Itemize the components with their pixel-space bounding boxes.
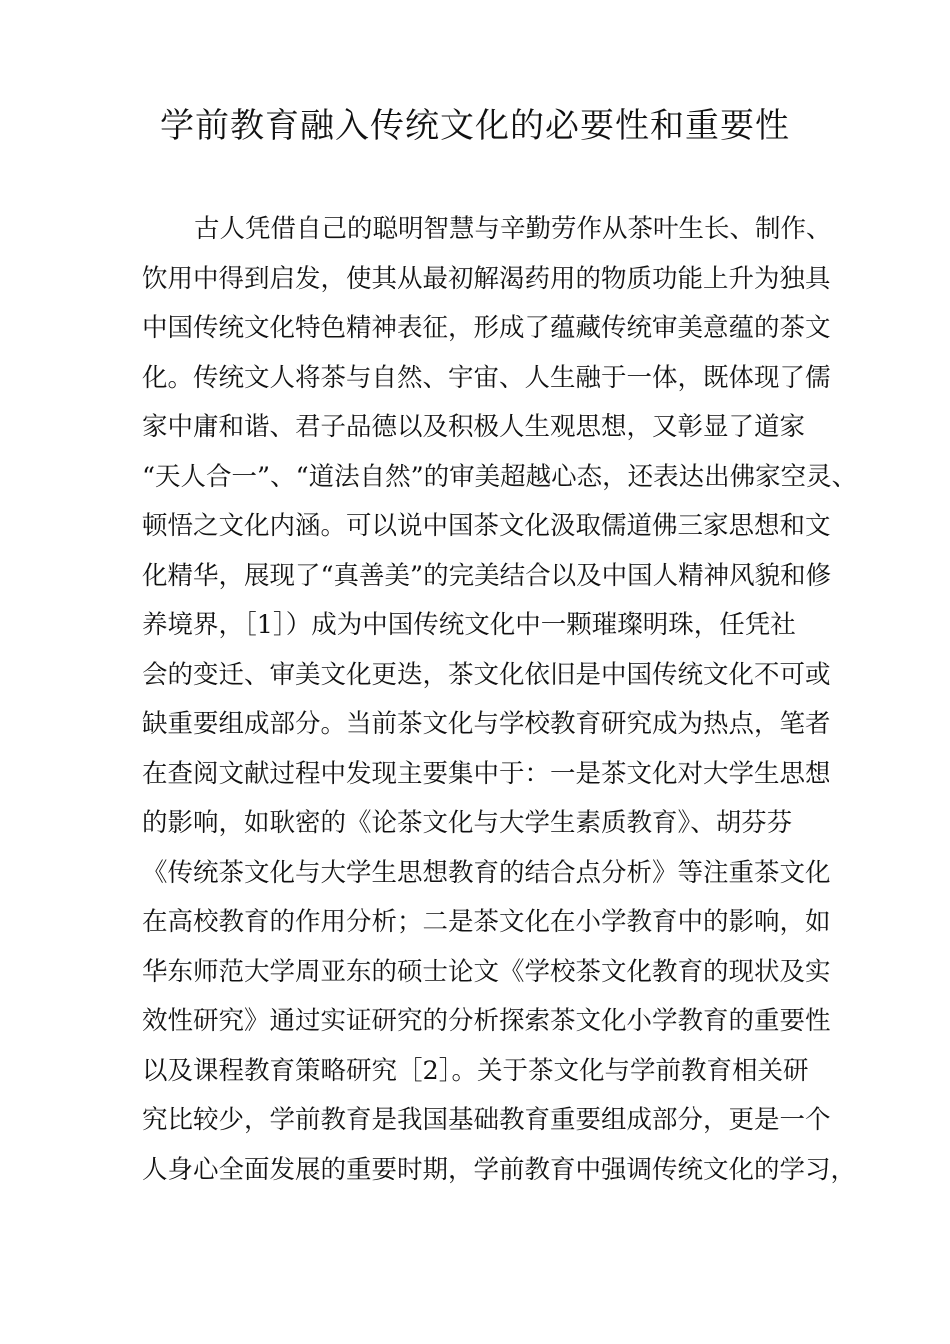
paragraph-line: 化。传统文人将茶与自然、宇宙、人生融于一体，既体现了儒	[142, 362, 831, 393]
paragraph-line: 究比较少，学前教育是我国基础教育重要组成部分，更是一个	[142, 1105, 831, 1135]
paragraph-line: 缺重要组成部分。当前茶文化与学校教育研究成为热点，笔者	[142, 709, 831, 739]
paragraph-line: 会的变迁、审美文化更迭，茶文化依旧是中国传统文化不可或	[142, 659, 831, 690]
paragraph-line: 效性研究》通过实证研究的分析探索茶文化小学教育的重要性	[142, 1006, 831, 1036]
paragraph-line: 中国传统文化特色精神表征，形成了蕴藏传统审美意蕴的茶文	[142, 313, 831, 343]
paragraph-line: 的影响，如耿密的《论茶文化与大学生素质教育》、胡芬芬	[142, 808, 793, 838]
paragraph-line: 古人凭借自己的聪明智慧与辛勤劳作从茶叶生长、制作、	[194, 214, 832, 244]
paragraph-line: 人身心全面发展的重要时期，学前教育中强调传统文化的学习，	[142, 1154, 857, 1185]
document-title: 学前教育融入传统文化的必要性和重要性	[160, 106, 790, 146]
paragraph-line: 在高校教育的作用分析；二是茶文化在小学教育中的影响，如	[142, 907, 831, 937]
paragraph-line: 饮用中得到启发，使其从最初解渴药用的物质功能上升为独具	[142, 263, 831, 294]
body-paragraph	[142, 205, 858, 1195]
paragraph-line: 华东师范大学周亚东的硕士论文《学校茶文化教育的现状及实	[142, 956, 831, 987]
paragraph-line: 化精华，展现了“真善美”的完美结合以及中国人精神风貌和修	[142, 560, 832, 591]
paragraph-line: 在查阅文献过程中发现主要集中于：一是茶文化对大学生思想	[142, 758, 831, 789]
paragraph-line: 家中庸和谐、君子品德以及积极人生观思想，又彰显了道家	[142, 412, 806, 442]
paragraph-line: 以及课程教育策略研究［2］。关于茶文化与学前教育相关研	[142, 1055, 809, 1086]
paragraph-line: 《传统茶文化与大学生思想教育的结合点分析》等注重茶文化	[142, 857, 831, 888]
paragraph-line: 顿悟之文化内涵。可以说中国茶文化汲取儒道佛三家思想和文	[142, 511, 831, 541]
paragraph-line: “天人合一”、“道法自然”的审美超越心态，还表达出佛家空灵、	[142, 461, 858, 492]
paragraph-line: 养境界，［1］）成为中国传统文化中一颗璀璨明珠，任凭社	[142, 610, 796, 640]
